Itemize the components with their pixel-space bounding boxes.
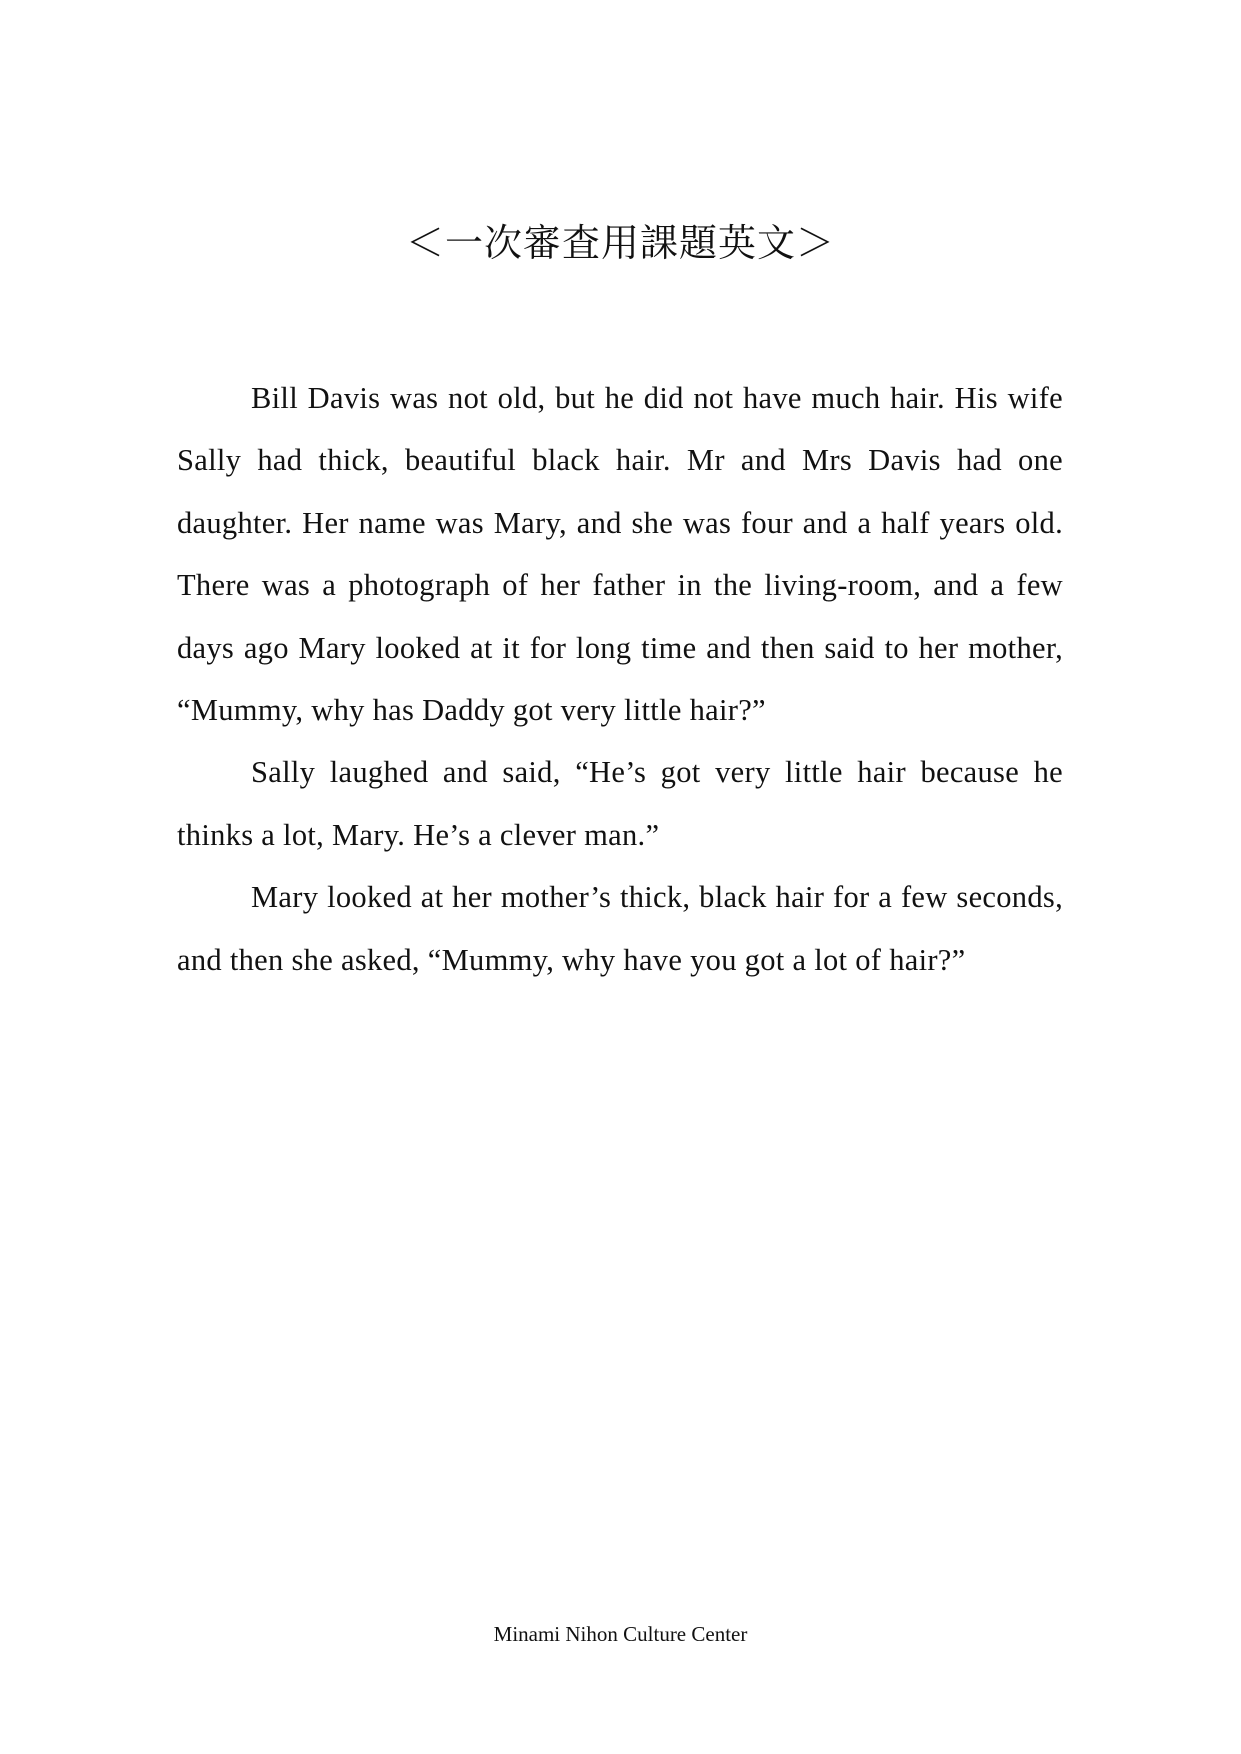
body-text (177, 367, 1063, 991)
paragraph-3: Mary looked at her mother’s thick, black hair for a few seconds, and then she asked, “Mummy, why have you got a lot of hair?” (177, 880, 1063, 977)
page-title: ＜一次審査用課題英文＞ (405, 221, 835, 265)
footer-organization: Minami Nihon Culture Center (493, 1622, 748, 1646)
paragraph-1: Bill Davis was not old, but he did not have much hair. His wife Sally had thick, beautiful black hair. Mr and Mrs Davis had one daughter. Her name was Mary, and she was four and a half years old. There was a photograph of her father in the living-room, and a few days ago Mary looked at it for long time and then said to her mother, “Mummy, why has Daddy got very little hair?” (177, 381, 1063, 728)
paragraph-2: Sally laughed and said, “He’s got very little hair because he thinks a lot, Mary. He’s a clever man.” (177, 755, 1063, 852)
